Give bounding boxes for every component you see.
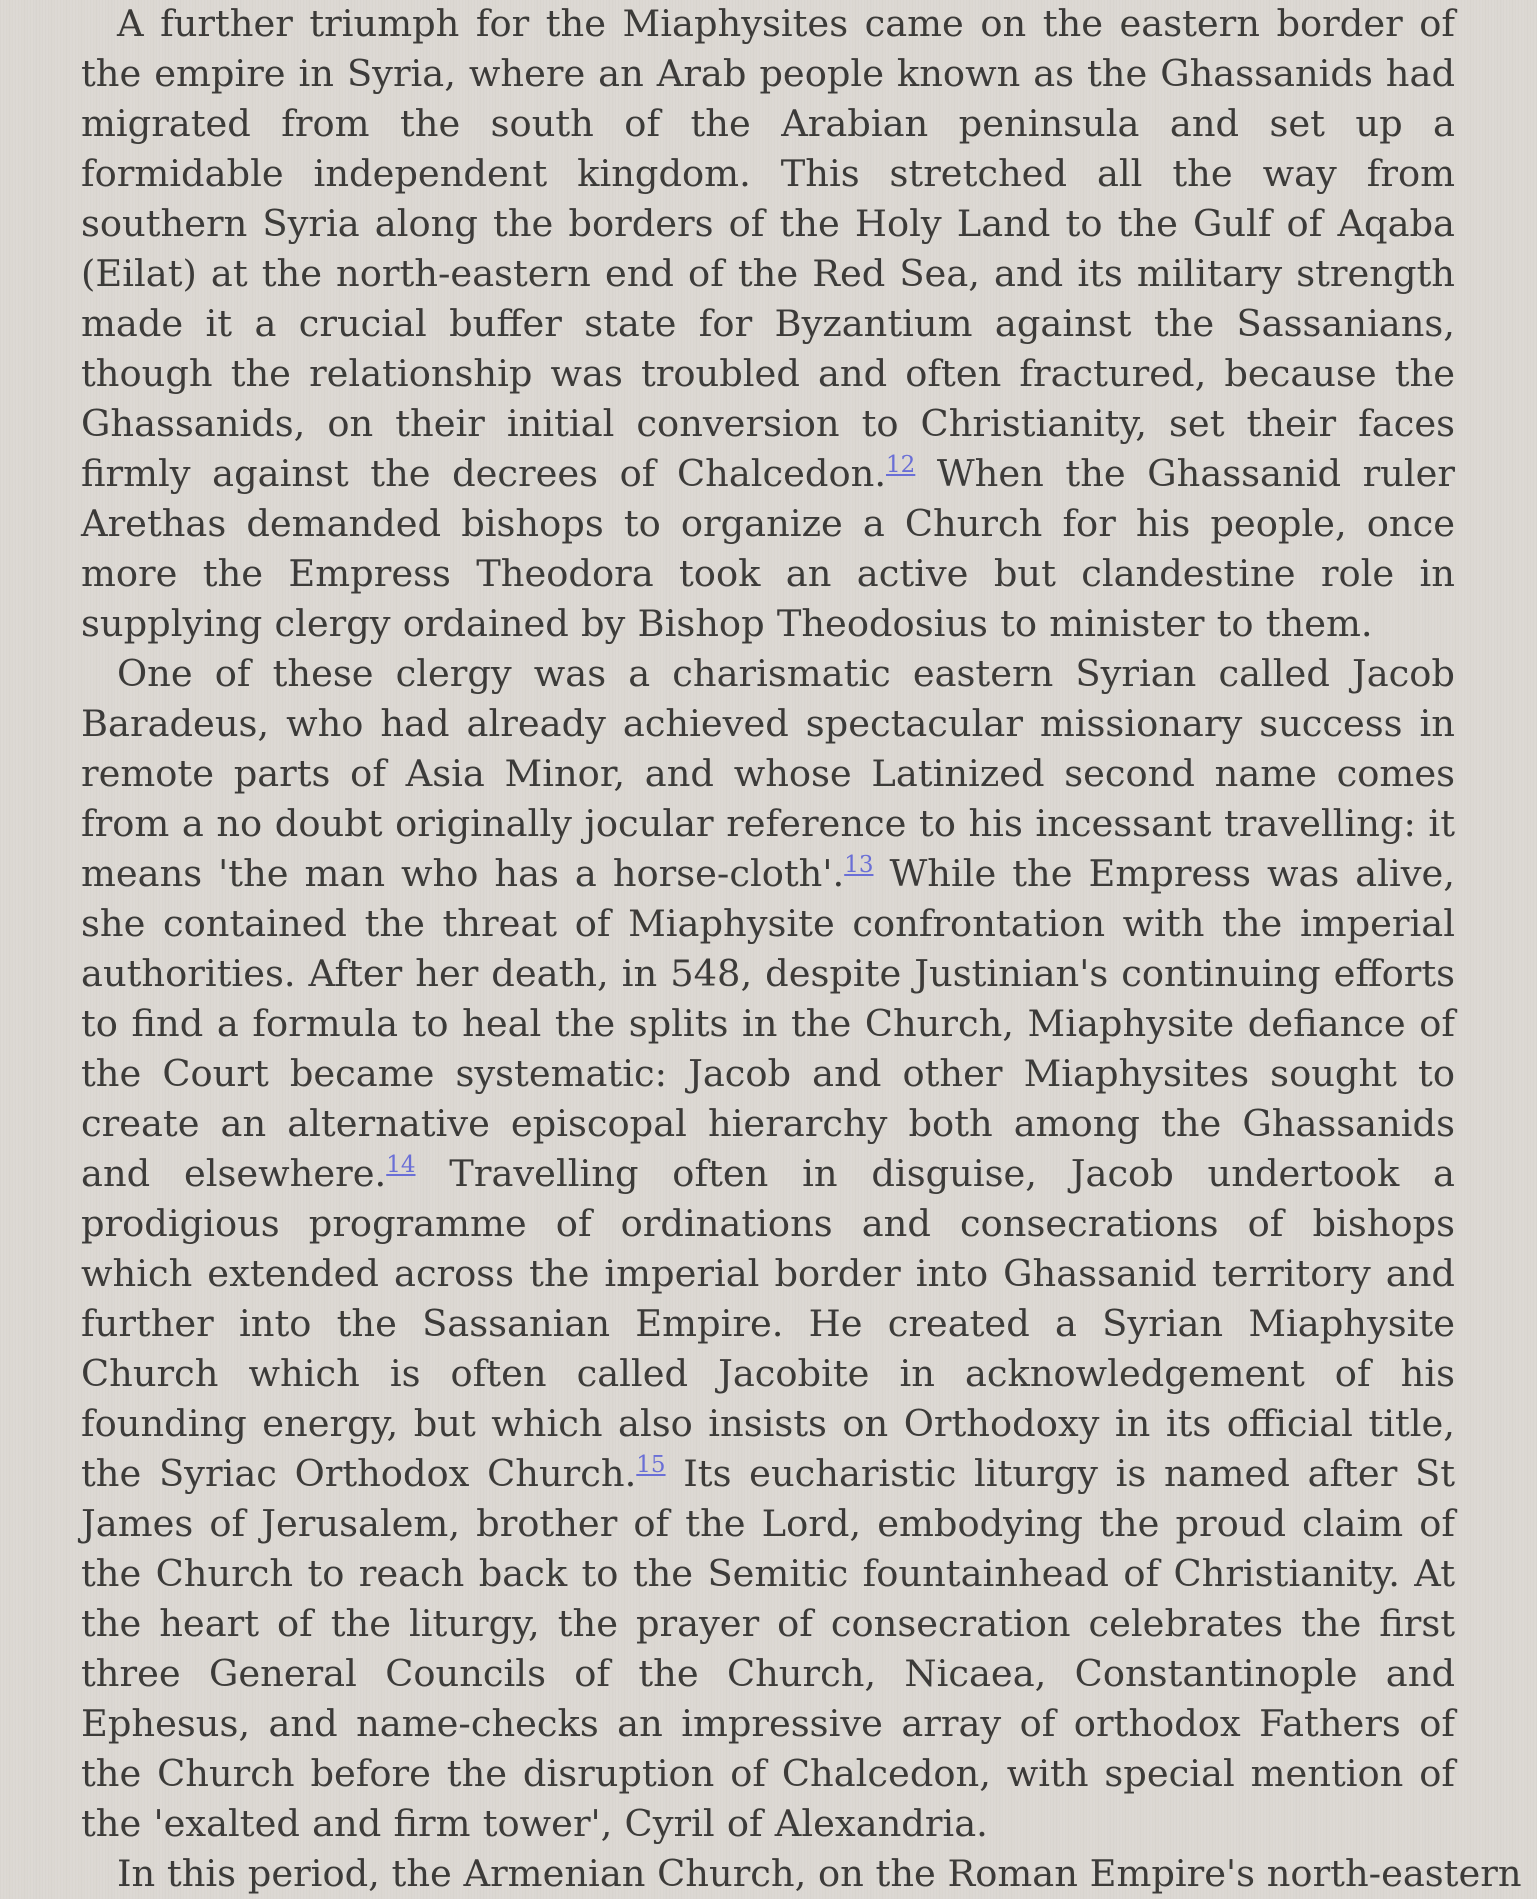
text-segment: When the Ghassanid ruler Arethas demanded bishops to organize a Church for his people, once more the Empress Theodora took an active but clandestine role in supplying clergy ordained by Bishop Theodosius to minister to them. <box>81 452 1455 645</box>
paragraph-jacob-baradeus <box>81 649 1455 1849</box>
cut-off-next-line: In this period, the Armenian Church, on the Roman Empire's north-eastern <box>117 1852 1522 1895</box>
footnote-link-14[interactable]: 14 <box>386 1152 416 1178</box>
text-segment: Its eucharistic liturgy is named after St James of Jerusalem, brother of the Lord, embodying the proud claim of the Church to reach back to the Semitic fountainhead of Christianity. At the heart of the liturgy, the prayer of consecration celebrates the first three General Councils of the Church, Nicaea, Constantinople and Ephesus, and name-checks an impressive array of orthodox Fathers of the Church before the disruption of Chalcedon, with special mention of the 'exalted and firm tower', Cyril of Alexandria. <box>81 1452 1455 1845</box>
footnote-link-12[interactable]: 12 <box>886 452 916 478</box>
footnote-link-13[interactable]: 13 <box>844 852 874 878</box>
paragraph-ghassanids <box>81 0 1455 649</box>
reader-page <box>81 0 1522 1895</box>
footnote-link-15[interactable]: 15 <box>636 1452 666 1478</box>
text-segment: A further triumph for the Miaphysites came on the eastern border of the empire in Syria, where an Arab people known as the Ghassanids had migrated from the south of the Arabian peninsula and set up a formidable independent kingdom. This stretched all the way from southern Syria along the borders of the Holy Land to the Gulf of Aqaba (Eilat) at the north-eastern end of the Red Sea, and its military strength made it a crucial buffer state for Byzantium against the Sassanians, though the relationship was troubled and often fractured, because the Ghassanids, on their initial conversion to Christianity, set their faces firmly against the decrees of Chalcedon. <box>81 2 1455 495</box>
text-segment: Travelling often in disguise, Jacob undertook a prodigious programme of ordinations and consecrations of bishops which extended across the imperial border into Ghassanid territory and further into the Sassanian Empire. He created a Syrian Miaphysite Church which is often called Jacobite in acknowledgement of his founding energy, but which also insists on Orthodoxy in its official title, the Syriac Orthodox Church. <box>81 1152 1455 1495</box>
text-segment: While the Empress was alive, she contained the threat of Miaphysite confrontation with the imperial authorities. After her death, in 548, despite Justinian's continuing efforts to find a formula to heal the splits in the Church, Miaphysite defiance of the Court became systematic: Jacob and other Miaphysites sought to create an alternative episcopal hierarchy both among the Ghassanids and elsewhere. <box>81 852 1455 1195</box>
text-segment: One of these clergy was a charismatic eastern Syrian called Jacob Baradeus, who had already achieved spectacular missionary success in remote parts of Asia Minor, and whose Latinized second name comes from a no doubt originally jocular reference to his incessant travelling: it means 'the man who has a horse-cloth'. <box>81 652 1455 895</box>
